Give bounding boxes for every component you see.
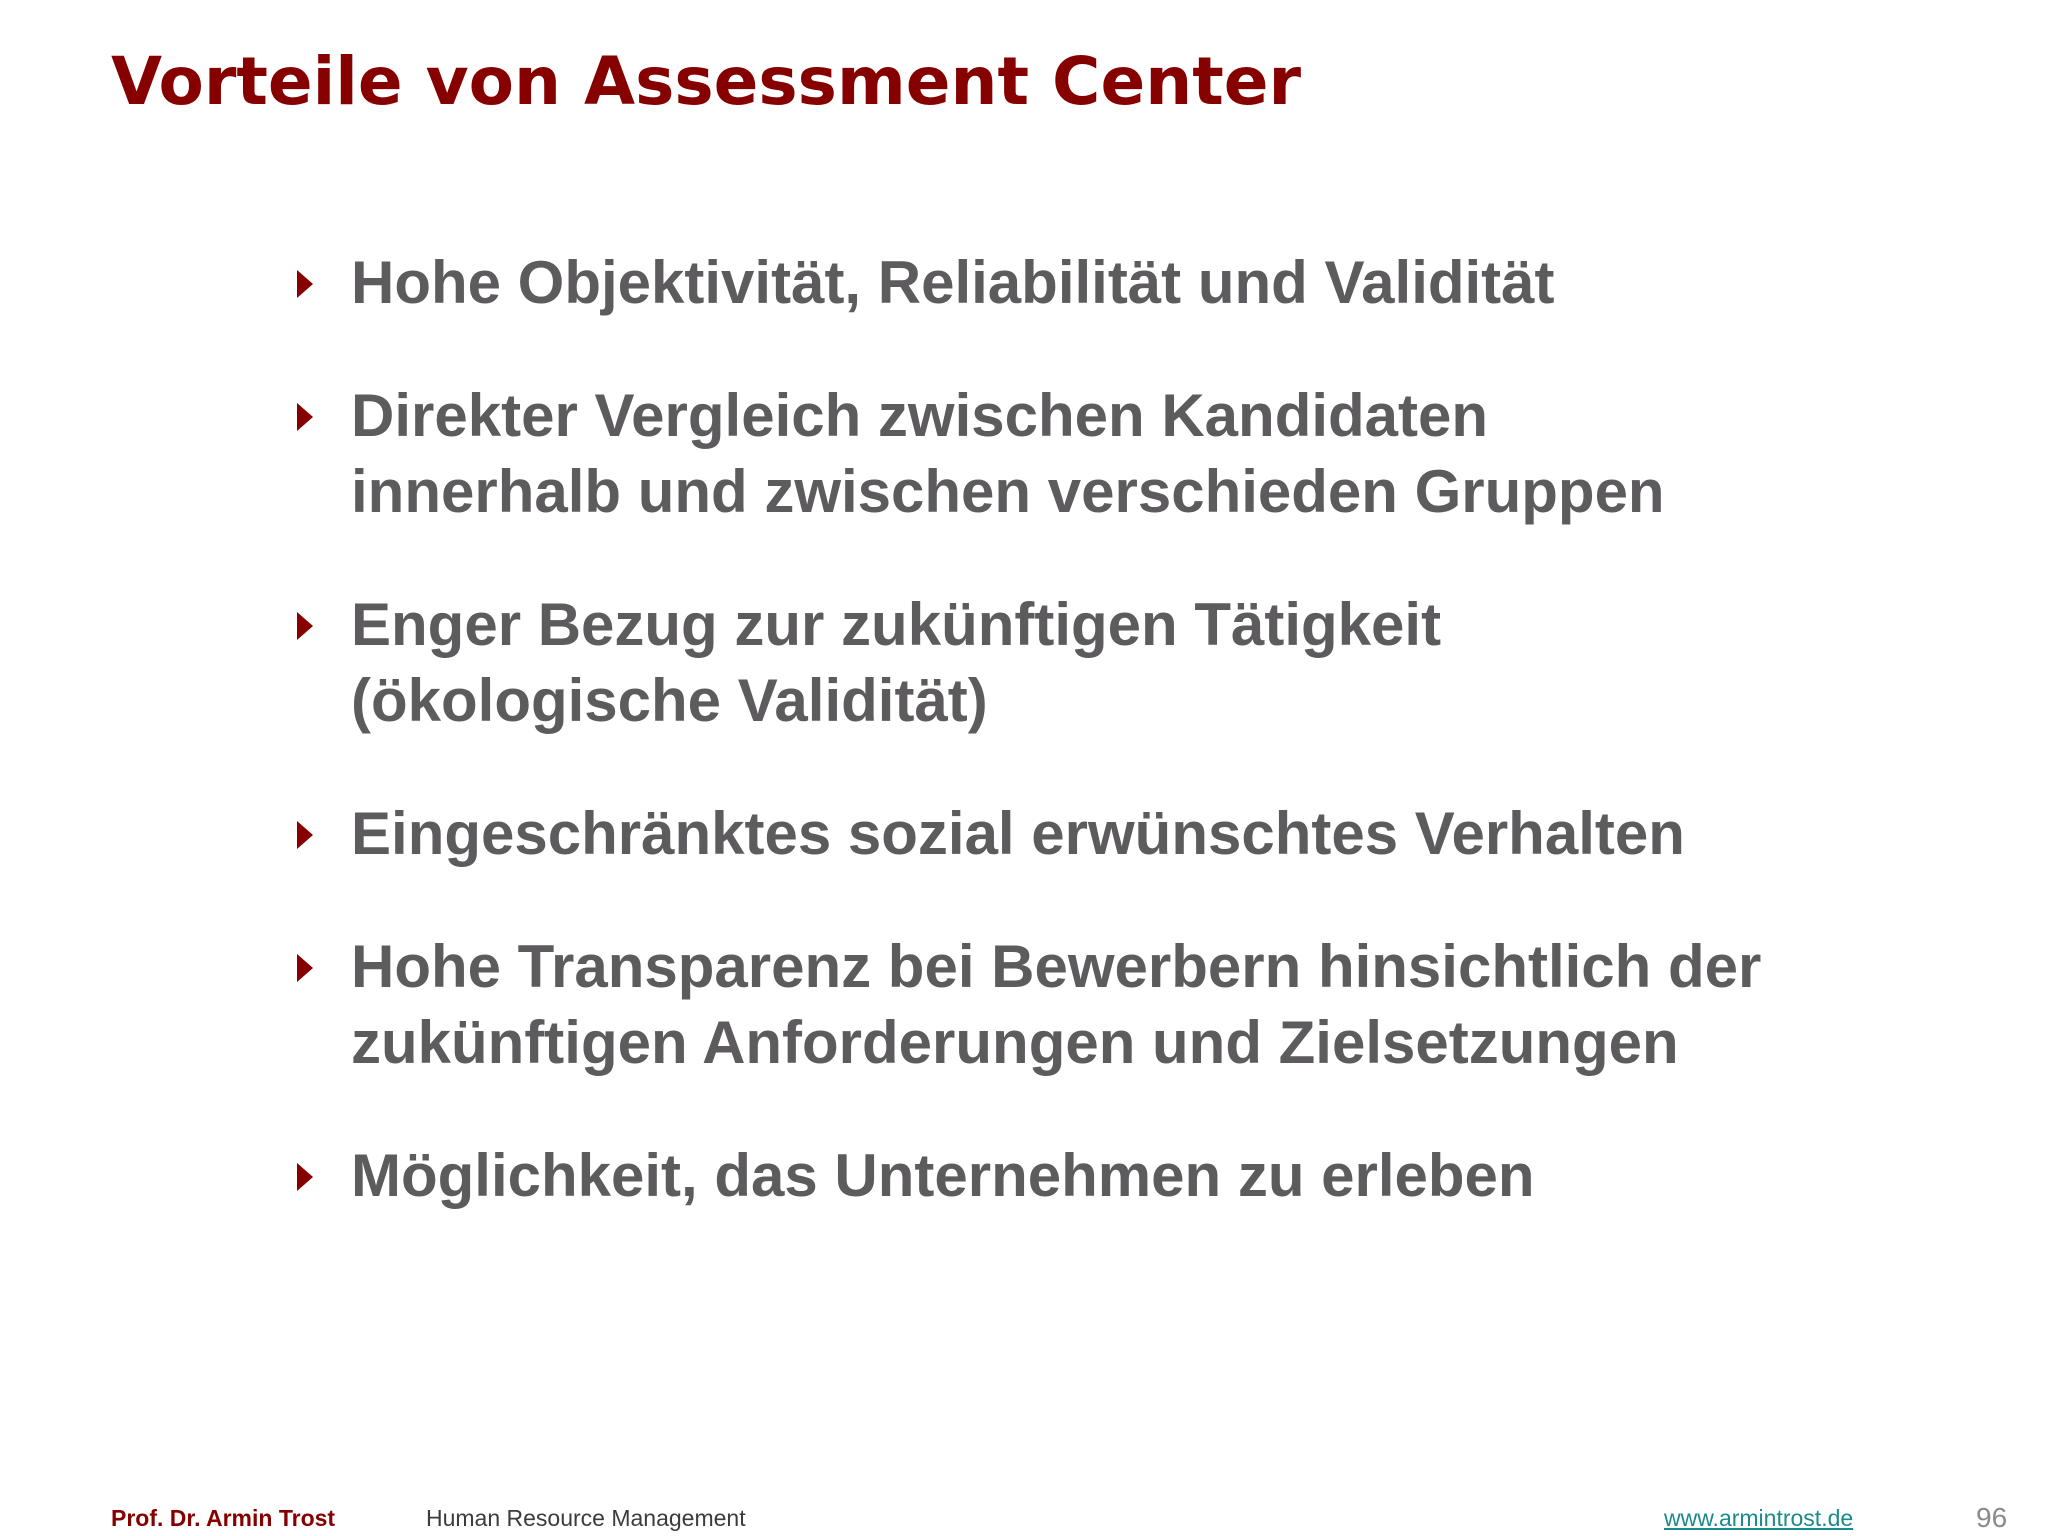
bullet-text: Eingeschränktes sozial erwünschtes Verhalten [351,800,1685,867]
footer-course: Human Resource Management [426,1505,746,1531]
triangle-right-icon [297,954,313,982]
bullet-text: Direkter Vergleich zwischen Kandidaten [351,382,1489,449]
bullet-text: Hohe Transparenz bei Bewerbern hinsichtlich der [351,933,1762,1000]
bullet-item [286,245,1926,321]
bullet-text: (ökologische Validität) [351,667,988,734]
triangle-right-icon [297,270,313,298]
bullet-text: Hohe Objektivität, Reliabilität und Validität [351,249,1555,316]
bullet-list [286,245,1926,1214]
slide-footer [0,1500,2048,1536]
page-number: 96 [1976,1502,2008,1533]
bullet-item [286,796,1926,872]
bullet-item [286,378,1926,530]
footer-website-link[interactable]: www.armintrost.de [1664,1505,1854,1531]
triangle-right-icon [297,612,313,640]
bullet-item [286,587,1926,739]
bullet-text: innerhalb und zwischen verschieden Gruppen [351,458,1665,525]
bullet-text: Möglichkeit, das Unternehmen zu erleben [351,1142,1535,1209]
footer-author: Prof. Dr. Armin Trost [111,1505,336,1531]
bullet-text: zukünftigen Anforderungen und Zielsetzungen [351,1009,1679,1076]
bullet-item [286,1138,1926,1214]
triangle-right-icon [297,403,313,431]
slide-title: Vorteile von Assessment Center [111,43,1302,120]
bullet-item [286,929,1926,1081]
bullet-text: Enger Bezug zur zukünftigen Tätigkeit [351,591,1442,658]
triangle-right-icon [297,1163,313,1191]
triangle-right-icon [297,821,313,849]
